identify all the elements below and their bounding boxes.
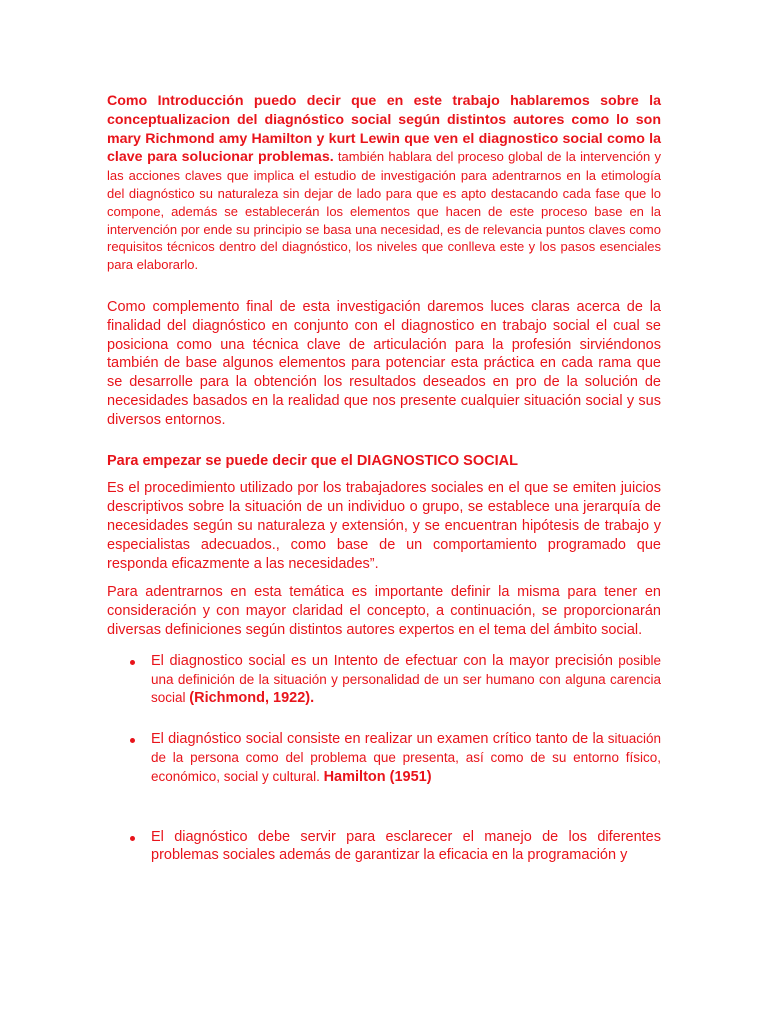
bullet-rest-text: posible una definición de la situación y personalidad de un ser humano con alguna carencia social (151, 652, 661, 706)
definitions-list (107, 652, 661, 865)
intro-paragraph (107, 92, 661, 274)
section-heading: Para empezar se puede decir que el DIAGNOSTICO SOCIAL (107, 452, 518, 469)
intro-normal-text: también hablara del proceso global de la intervención y las acciones claves que implica el estudio de investigación para adentrarnos en la etimología del diagnóstico su naturaleza sin dejar de lado para que es apto destacando cada fase que lo compone, además se establecerán los elementos que hacen de este proceso base en la intervención por ende su principio se basa una necesidad, es de relevancia puntos claves como requisitos técnicos dentro del diagnóstico, los niveles que conlleva este y los pasos esenciales para elaborarlo. (107, 149, 662, 273)
bullet-icon (130, 660, 135, 665)
bullet-citation: Hamilton (1951) (323, 768, 432, 785)
bullet-citation: (Richmond, 1922). (189, 690, 315, 707)
list-item (107, 652, 661, 708)
intro-bold-text: Como Introducción puedo decir que en este trabajo hablaremos sobre la conceptualizacion del diagnóstico social según distintos autores como lo son mary Richmond amy Hamilton y kurt Lewin que ven el diagnostico social como la clave para solucionar problemas. (107, 93, 661, 166)
bullet-lead-text: El diagnóstico social consiste en realizar un examen crítico tanto de la (151, 731, 604, 748)
bullet-text (151, 652, 661, 708)
bullet-icon (130, 836, 135, 841)
bullet-text (151, 730, 661, 786)
approach-paragraph: Para adentrarnos en esta temática es importante definir la misma para tener en consideración y con mayor claridad el concepto, a continuación, se proporcionarán diversas definiciones según distintos autores expertos en el tema del ámbito social. (107, 584, 661, 638)
bullet-rest-text: situación de la persona como del problema que presenta, así como de su entorno físico, económico, social y cultural. (151, 731, 661, 784)
complement-paragraph: Como complemento final de esta investigación daremos luces claras acerca de la finalidad del diagnóstico en conjunto con el diagnostico en trabajo social el cual se posiciona como una técnica clave de articulación para la profesión sirviéndonos también de base algunos elementos para potenciar esta práctica en cada rama que se desarrolle para la obtención los resultados deseados en pro de la solución de necesidades basados en la realidad que nos presente cualquier situación social y sus diversos entornos. (107, 298, 661, 428)
definition-paragraph: Es el procedimiento utilizado por los trabajadores sociales en el que se emiten juicios descriptivos sobre la situación de un individuo o grupo, se establece una jerarquía de necesidades según su naturaleza y extensión, y se encuentran hipótesis de trabajo y especialistas adecuados., como base de un comportamiento programado que responda eficazmente a las necesidades”. (107, 480, 661, 572)
list-item (107, 730, 661, 786)
bullet-icon (130, 738, 135, 743)
document-page (107, 92, 661, 865)
list-item (107, 828, 661, 866)
bullet-lead-text: El diagnóstico debe servir para esclarecer el manejo de los diferentes problemas sociales además de garantizar la eficacia en la programación y (151, 828, 661, 864)
bullet-text (151, 828, 661, 866)
bullet-lead-text: El diagnostico social es un Intento de efectuar con la mayor precisión (151, 652, 613, 669)
